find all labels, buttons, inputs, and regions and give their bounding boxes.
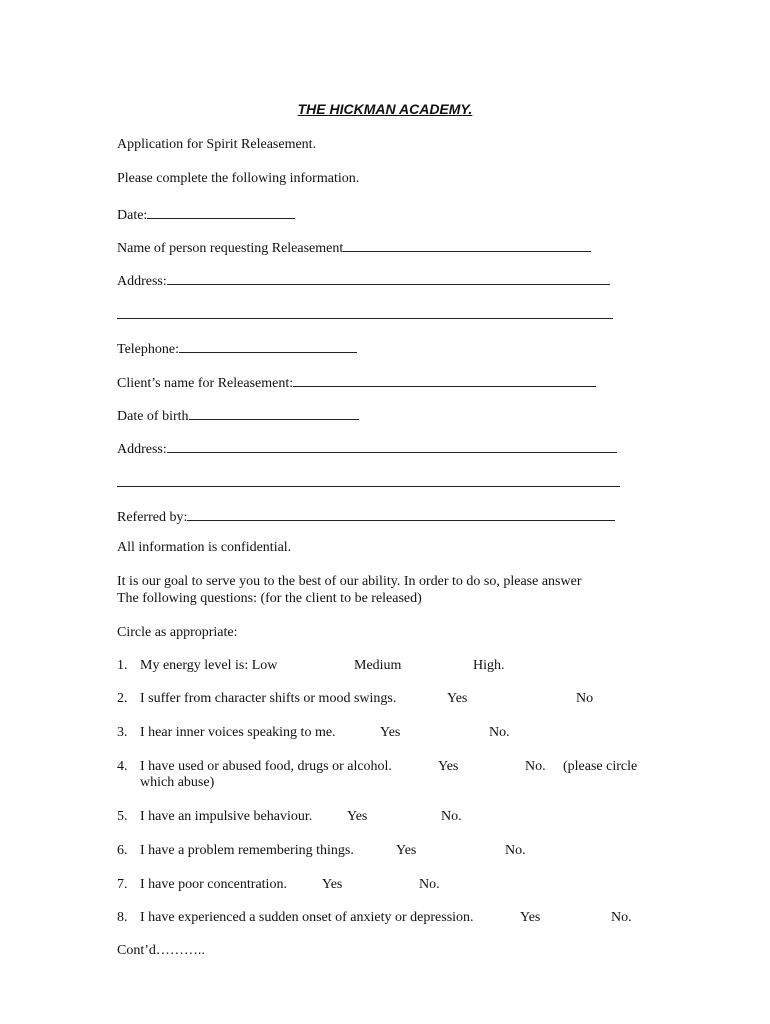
question-number: 7. (117, 877, 128, 892)
question-number: 5. (117, 809, 128, 824)
option-high[interactable]: High. (473, 658, 505, 673)
question-text: My energy level is: Low (140, 658, 278, 673)
telephone-label: Telephone: (117, 342, 179, 357)
question-text: I have experienced a sudden onset of anxiety or depression. (140, 910, 474, 925)
option-no[interactable]: No. (441, 809, 462, 824)
address2-blank[interactable] (167, 439, 617, 453)
referred-by-blank[interactable] (187, 507, 615, 521)
question-number: 4. (117, 759, 128, 774)
instruction-text: Please complete the following information. (117, 171, 360, 186)
question-text: I suffer from character shifts or mood swings. (140, 691, 397, 706)
option-no[interactable]: No. (525, 759, 546, 774)
question-text: I have poor concentration. (140, 877, 287, 892)
client-name-blank[interactable] (293, 373, 596, 387)
option-yes[interactable]: Yes (396, 843, 417, 858)
client-name-field (117, 373, 596, 392)
question-text: I have an impulsive behaviour. (140, 809, 313, 824)
question-text: I hear inner voices speaking to me. (140, 725, 336, 740)
option-yes[interactable]: Yes (438, 759, 459, 774)
date-field (117, 205, 295, 224)
dob-label: Date of birth (117, 409, 189, 424)
dob-field (117, 406, 359, 425)
referred-by-label: Referred by: (117, 510, 188, 525)
confidential-note: All information is confidential. (117, 540, 292, 555)
option-yes[interactable]: Yes (380, 725, 401, 740)
address2-field (117, 439, 617, 458)
option-no[interactable]: No. (419, 877, 440, 892)
question-number: 3. (117, 725, 128, 740)
question-number: 6. (117, 843, 128, 858)
option-yes[interactable]: Yes (322, 877, 343, 892)
option-no[interactable]: No (576, 691, 594, 706)
requester-blank[interactable] (343, 238, 591, 252)
circle-prompt: Circle as appropriate: (117, 625, 238, 640)
address1-label: Address: (117, 274, 167, 289)
option-yes[interactable]: Yes (447, 691, 468, 706)
telephone-field (117, 339, 357, 358)
page-title: THE HICKMAN ACADEMY. (297, 101, 473, 117)
goal-line-1: It is our goal to serve you to the best of our ability. In order to do so, please answer (117, 574, 582, 589)
address1-blank[interactable] (167, 271, 610, 285)
question-number: 1. (117, 658, 128, 673)
address1-field-line2 (117, 305, 613, 324)
date-blank[interactable] (147, 205, 295, 219)
question-4-note: (please circle (563, 759, 638, 774)
address2-blank-2[interactable] (117, 473, 620, 487)
telephone-blank[interactable] (179, 339, 357, 353)
date-label: Date: (117, 208, 148, 223)
question-number: 8. (117, 910, 128, 925)
address2-field-line2 (117, 473, 620, 492)
referred-by-field (117, 507, 615, 526)
option-no[interactable]: No. (611, 910, 632, 925)
option-no[interactable]: No. (505, 843, 526, 858)
requester-label: Name of person requesting Releasement (117, 241, 344, 256)
address2-label: Address: (117, 442, 167, 457)
question-text: I have used or abused food, drugs or alcohol. (140, 759, 392, 774)
application-heading: Application for Spirit Releasement. (117, 137, 317, 152)
question-text: I have a problem remembering things. (140, 843, 354, 858)
requester-field (117, 238, 591, 257)
goal-line-2: The following questions: (for the client to be released) (117, 591, 422, 606)
option-yes[interactable]: Yes (347, 809, 368, 824)
dob-blank[interactable] (189, 406, 359, 420)
address1-blank-2[interactable] (117, 305, 613, 319)
client-name-label: Client’s name for Releasement: (117, 376, 294, 391)
question-number: 2. (117, 691, 128, 706)
option-no[interactable]: No. (489, 725, 510, 740)
continued-note: Cont’d……….. (117, 943, 205, 958)
address1-field (117, 271, 610, 290)
option-medium[interactable]: Medium (354, 658, 402, 673)
question-4-note-cont: which abuse) (140, 775, 215, 790)
option-yes[interactable]: Yes (520, 910, 541, 925)
